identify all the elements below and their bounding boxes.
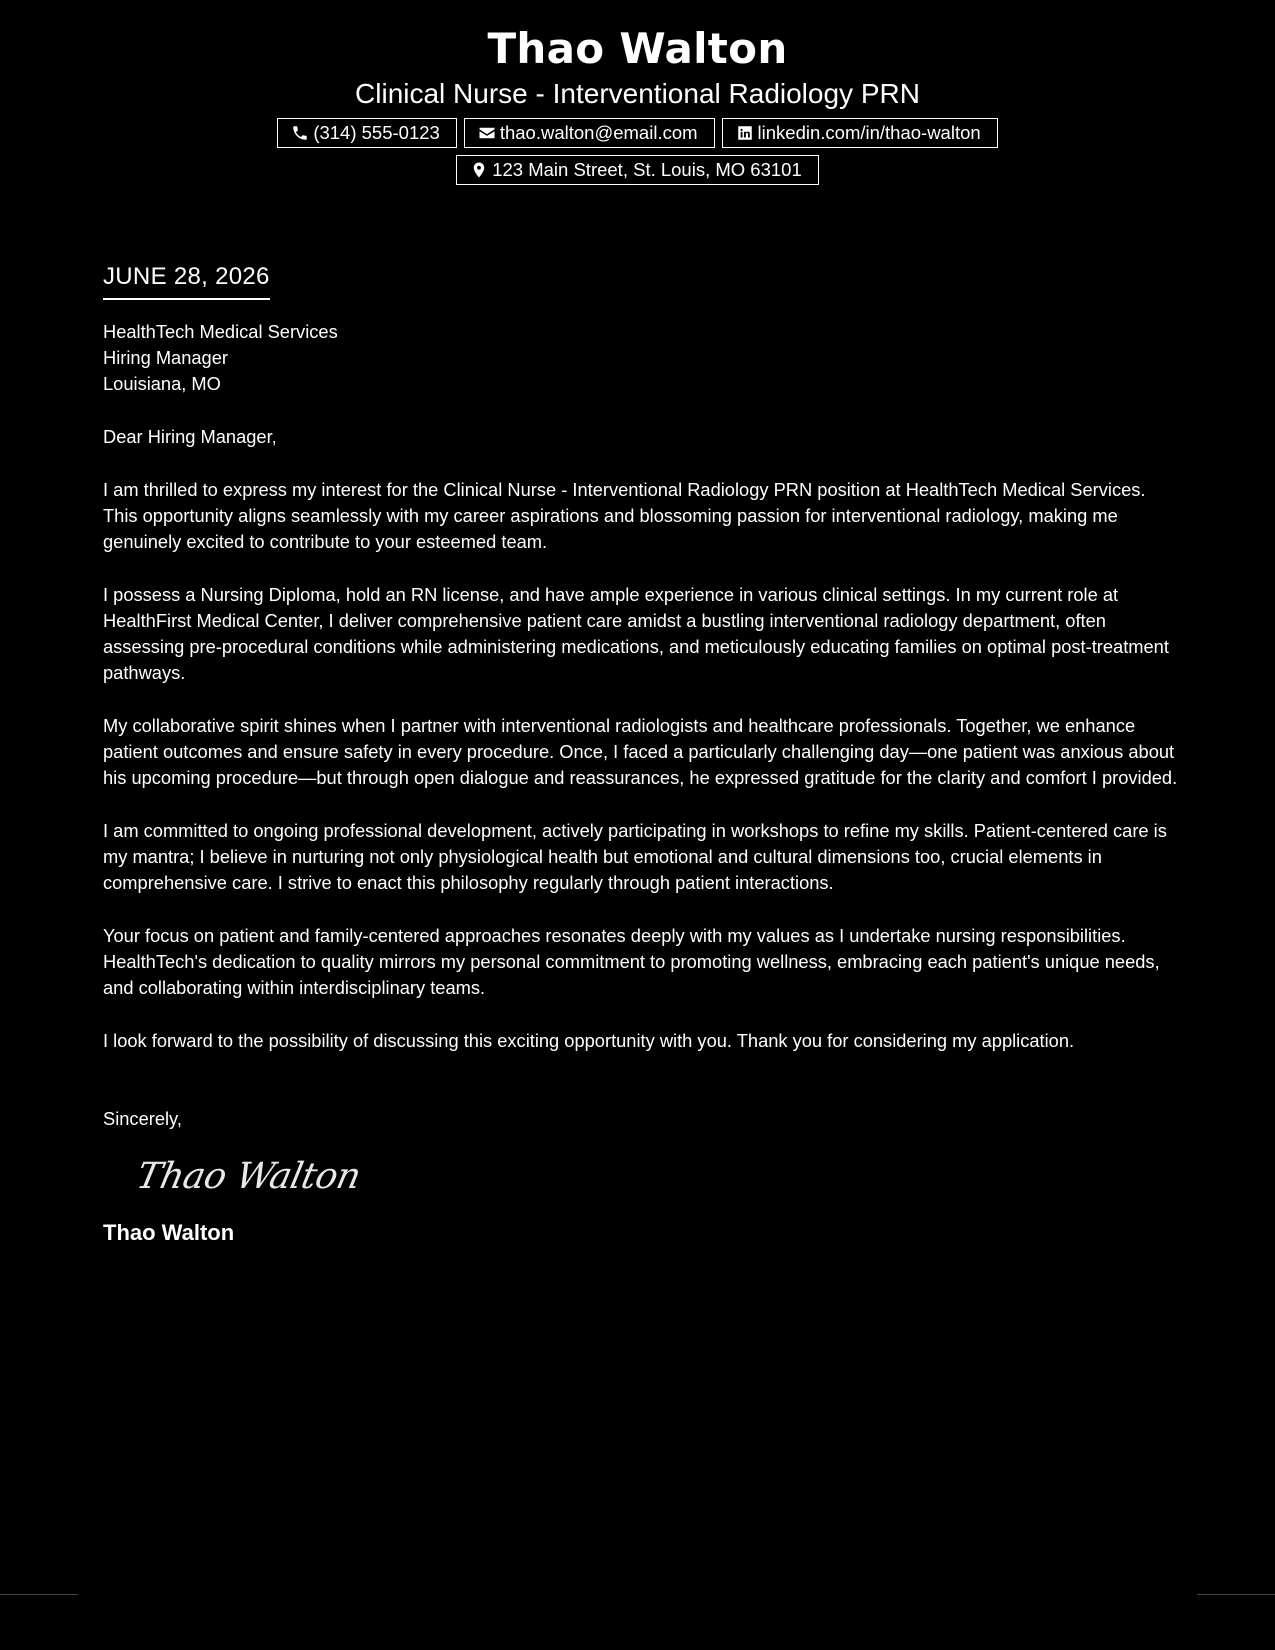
linkedin-contact[interactable]	[722, 118, 998, 148]
recipient-location: Louisiana, MO	[103, 373, 221, 394]
body-paragraph: My collaborative spirit shines when I partner with interventional radiologists and healthcare professionals. Together, we enhance patient outcomes and ensure safety in every procedure. Once, I faced a particularly challenging day—one patient was anxious about his upcoming procedure—but through open dialogue and reassurances, he expressed gratitude for the clarity and comfort I provided.	[103, 714, 1178, 789]
salutation: Dear Hiring Manager,	[103, 426, 277, 447]
handwritten-signature: Thao Walton	[133, 1156, 365, 1197]
envelope-icon	[478, 124, 496, 142]
email-contact[interactable]	[464, 118, 715, 148]
address-text: 123 Main Street, St. Louis, MO 63101	[492, 159, 802, 180]
body-paragraph: I am committed to ongoing professional development, actively participating in workshops to refine my skills. Patient-centered care is my mantra; I believe in nurturing not only physiological health but emotional and cultural dimensions too, crucial elements in comprehensive care. I strive to enact this philosophy regularly through patient interactions.	[103, 819, 1167, 894]
letter-header	[0, 0, 1275, 185]
linkedin-text: linkedin.com/in/thao-walton	[757, 122, 981, 143]
applicant-name: Thao Walton	[487, 24, 788, 73]
signer-name: Thao Walton	[103, 1220, 235, 1245]
contact-row-secondary	[0, 155, 1275, 185]
footer-divider-left	[0, 1594, 78, 1595]
recipient-block	[103, 319, 1178, 397]
body-paragraph: I look forward to the possibility of discussing this exciting opportunity with you. Thank you for considering my application.	[103, 1029, 1075, 1051]
recipient-role: Hiring Manager	[103, 347, 228, 368]
email-text: thao.walton@email.com	[499, 122, 698, 143]
contact-row-primary	[0, 118, 1275, 148]
letter-date: JUNE 28, 2026	[103, 262, 270, 300]
phone-contact[interactable]	[277, 118, 457, 148]
body-paragraph: Your focus on patient and family-centered approaches resonates deeply with my values as I undertake nursing responsibilities. HealthTech's dedication to quality mirrors my personal commitment to promoting wellness, embracing each patient's unique needs, and collaborating within interdisciplinary teams.	[103, 924, 1160, 999]
phone-icon	[291, 124, 309, 142]
linkedin-icon	[736, 124, 754, 142]
body-paragraph: I possess a Nursing Diploma, hold an RN license, and have ample experience in various clinical settings. In my current role at HealthFirst Medical Center, I deliver comprehensive patient care amidst a bustling interventional radiology department, often assessing pre-procedural conditions while administering medications, and meticulously educating families on optimal post-treatment pathways.	[103, 583, 1169, 684]
job-title: Clinical Nurse - Interventional Radiology PRN	[355, 78, 920, 109]
address-contact[interactable]	[456, 155, 819, 185]
phone-text: (314) 555-0123	[313, 122, 440, 143]
footer-divider-right	[1197, 1594, 1275, 1595]
map-marker-icon	[470, 161, 488, 179]
body-paragraph: I am thrilled to express my interest for the Clinical Nurse - Interventional Radiology PRN position at HealthTech Medical Services. This opportunity aligns seamlessly with my career aspirations and blossoming passion for interventional radiology, making me genuinely excited to contribute to your esteemed team.	[103, 478, 1146, 552]
closing-text: Sincerely,	[103, 1108, 182, 1129]
recipient-company: HealthTech Medical Services	[103, 321, 338, 342]
letter-body	[103, 262, 1178, 1247]
letter-content	[103, 424, 1178, 1054]
